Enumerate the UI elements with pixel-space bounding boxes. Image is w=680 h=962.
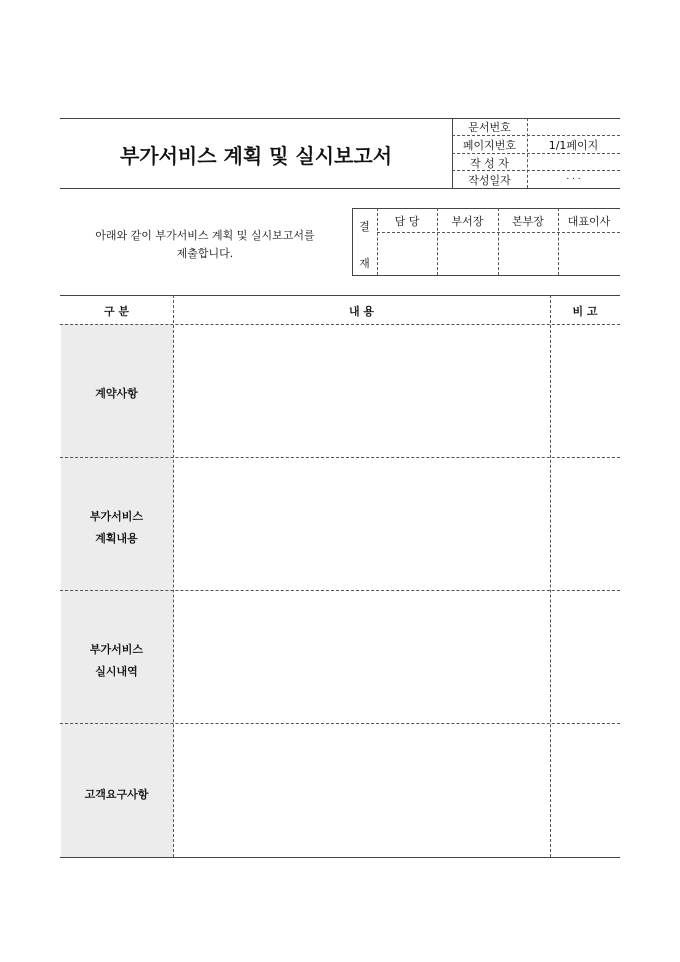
row-label-contract: 계약사항 (95, 387, 138, 400)
row-label-execution-line1: 부가서비스 (89, 643, 144, 656)
row-note-customer-requests[interactable] (551, 724, 620, 857)
approval-sign-box-ceo[interactable] (559, 233, 620, 275)
approval-sign-box-manager[interactable] (378, 233, 437, 275)
row-note-execution[interactable] (551, 591, 620, 723)
page-title: 부가서비스 계획 및 실시보고서 (119, 144, 393, 168)
row-label-plan-line2: 계획내용 (95, 532, 138, 545)
row-content-contract[interactable] (174, 325, 550, 457)
approval-sign-box-dept-head[interactable] (438, 233, 498, 275)
header-content: 내 용 (348, 305, 375, 318)
header-top-border (60, 118, 620, 119)
approval-bottom-border (352, 275, 620, 276)
approval-role-ceo: 대표이사 (567, 215, 611, 228)
table-top-border (60, 295, 620, 296)
approval-role-dept-head: 부서장 (451, 215, 484, 228)
approval-role-manager: 담 당 (394, 215, 420, 228)
row-label-plan-line1: 부가서비스 (89, 510, 144, 523)
meta-label-author: 작 성 자 (470, 157, 509, 170)
approval-top-border (352, 208, 620, 209)
approval-side-bottom: 재 (359, 257, 370, 270)
meta-value-date: . . . (566, 172, 581, 182)
row-note-plan[interactable] (551, 458, 620, 590)
meta-row-line (452, 153, 620, 154)
header-bottom-border (60, 188, 620, 189)
header-note: 비 고 (572, 305, 598, 318)
row-content-plan[interactable] (174, 458, 550, 590)
approval-sign-box-division-head[interactable] (499, 233, 558, 275)
row-content-customer-requests[interactable] (174, 724, 550, 857)
table-bottom-border (60, 857, 620, 858)
row-note-contract[interactable] (551, 325, 620, 457)
meta-row-line (452, 135, 620, 136)
approval-side-top: 결 (359, 220, 370, 233)
intro-line-2: 제출합니다. (176, 247, 234, 260)
row-label-customer-requests: 고객요구사항 (84, 788, 149, 801)
row-label-execution-line2: 실시내역 (95, 665, 138, 678)
header-category: 구 분 (103, 305, 130, 318)
meta-value-page-number: 1/1페이지 (548, 139, 599, 152)
meta-label-date: 작성일자 (468, 174, 511, 187)
meta-label-page-number: 페이지번호 (462, 139, 517, 152)
intro-line-1: 아래와 같이 부가서비스 계획 및 실시보고서를 (95, 229, 315, 242)
row-content-execution[interactable] (174, 591, 550, 723)
meta-label-doc-number: 문서번호 (468, 121, 511, 134)
approval-role-division-head: 본부장 (512, 215, 544, 228)
